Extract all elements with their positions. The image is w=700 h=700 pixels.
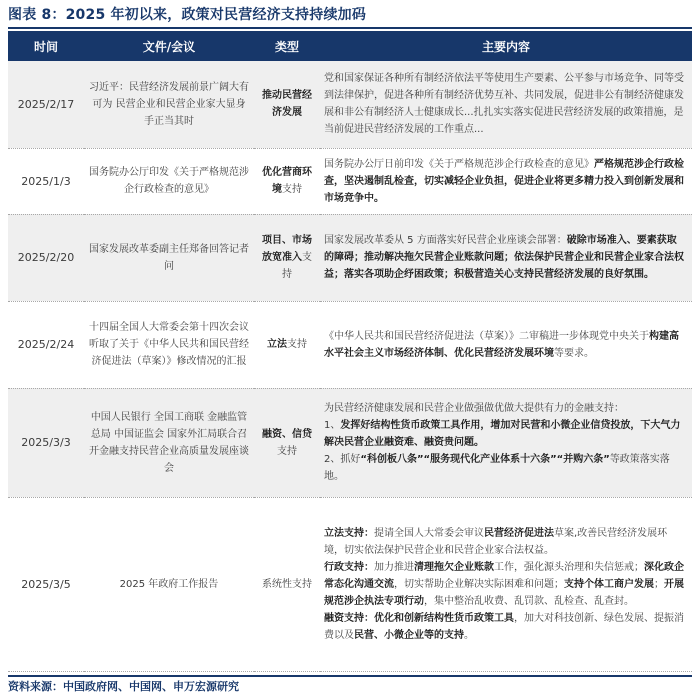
- row-type-bold: 优化营商环境: [262, 167, 312, 195]
- content-emphasis: 清理拖欠企业账款: [414, 561, 494, 573]
- row-type-rest: 系统性支持: [262, 578, 312, 590]
- table-row: [8, 148, 692, 214]
- table-header-row: [8, 31, 692, 61]
- content-paragraph: [324, 610, 686, 644]
- content-emphasis: 民营、小微企业等的支持: [354, 629, 464, 641]
- header-content: 主要内容: [320, 31, 692, 61]
- title-divider: [8, 27, 692, 29]
- header-time: 时间: [8, 31, 84, 61]
- row-content: [320, 148, 692, 214]
- content-emphasis: 发挥好结构性货币政策工具作用，增加对民营和小微企业信贷投放，下大气力解决民营企业融资难、融资贵问题。: [324, 420, 681, 448]
- content-text: 等政策落实落地。: [324, 454, 670, 482]
- row-type: [254, 214, 320, 301]
- content-text: 草案,改善民营经济发展环境，切实依法保护民营企业和民营企业家合法权益。: [324, 527, 668, 556]
- content-paragraph: [324, 525, 686, 559]
- row-time: 2025/2/17: [8, 61, 84, 148]
- content-text: ，集中整治乱收费、乱罚款、乱检查、乱查封。: [424, 595, 634, 607]
- table-row: [8, 301, 692, 388]
- content-text: 等要求。: [554, 347, 594, 359]
- content-emphasis: “科创板八条”“服务现代化产业体系十六条”“并购六条”: [360, 454, 610, 465]
- row-type: [254, 148, 320, 214]
- row-time: 2025/3/5: [8, 497, 84, 671]
- content-text: 党和国家保证各种所有制经济依法平等使用生产要素、公平参与市场竞争、同等受到法律保护，促进各种所有制经济优势互补、共同发展，促进非公有制经济健康发展和非公有制经济人士健康成长...扎扎实实落实促进民营经济发展的政策措施，是当前促进民营经济发展的工作重点...: [324, 73, 684, 136]
- content-text: 。: [464, 629, 474, 641]
- row-content: [320, 214, 692, 301]
- row-time: 2025/1/3: [8, 148, 84, 214]
- content-emphasis: 民营经济促进法: [484, 527, 554, 539]
- table-row: [8, 61, 692, 148]
- content-emphasis: 融资支持：: [324, 612, 374, 624]
- content-text: ，切实帮助企业解决实际困难和问题；: [394, 578, 564, 590]
- row-type-rest: 支持: [282, 184, 302, 195]
- row-type-bold: 推动民营经济发展: [262, 90, 312, 119]
- figure-title: 图表 8：2025 年初以来，政策对民营经济支持持续加码: [8, 7, 367, 23]
- content-emphasis: 深化政企常态化沟通交流: [324, 561, 684, 590]
- row-type-bold: 立法: [267, 339, 287, 350]
- content-emphasis: 构建高水平社会主义市场经济体制、优化民营经济发展环境: [324, 330, 679, 359]
- content-emphasis: 严格规范涉企行政检查，坚决遏制乱检查，切实减轻企业负担，促进企业将更多精力投入到创新发展和市场竞争中。: [324, 158, 684, 204]
- content-text: 加力推进: [374, 561, 414, 573]
- row-type: [254, 497, 320, 671]
- content-text: ，加大对科技创新、绿色发展、提振消费以及: [324, 612, 684, 641]
- row-doc: 十四届全国人大常委会第十四次会议听取了关于《中华人民共和国民营经济促进法（草案）》修改情况的汇报: [84, 301, 254, 388]
- content-emphasis: 行政支持：: [324, 561, 374, 573]
- content-paragraph: [324, 417, 686, 451]
- row-doc: 2025 年政府工作报告: [84, 497, 254, 671]
- row-time: 2025/2/24: [8, 301, 84, 388]
- content-emphasis: 支持个体工商户发展: [564, 578, 654, 590]
- content-text: 1、: [324, 420, 341, 431]
- row-type-bold: 项目、市场放宽准入: [262, 235, 312, 263]
- row-doc: 国家发展改革委副主任郑备回答记者问: [84, 214, 254, 301]
- row-content: [320, 301, 692, 388]
- header-doc: 文件/会议: [84, 31, 254, 61]
- row-content: [320, 61, 692, 148]
- content-text: 国务院办公厅日前印发《关于严格规范涉企行政检查的意见》: [324, 158, 594, 170]
- content-text: 《中华人民共和国民营经济促进法（草案）》二审稿进一步体现党中央关于: [324, 330, 649, 342]
- content-emphasis: 优化和创新结构性货币政策工具: [374, 612, 514, 624]
- header-type: 类型: [254, 31, 320, 61]
- row-type: [254, 388, 320, 497]
- content-paragraph: [324, 559, 686, 610]
- content-emphasis: 破除市场准入、要素获取的障碍；推动解决拖欠民营企业账款问题；依法保护民营企业和民营企业家合法权益；落实各项助企纾困政策；积极营造关心支持民营经济发展的良好氛围。: [324, 235, 684, 280]
- source-note: 资料来源：中国政府网、中国网、申万宏源研究: [8, 675, 692, 699]
- content-text: 工作，强化源头治理和失信惩戒；: [494, 561, 644, 573]
- content-text: 为民营经济健康发展和民营企业做强做优做大提供有力的金融支持：: [324, 403, 624, 414]
- row-doc: 中国人民银行 全国工商联 金融监管总局 中国证监会 国家外汇局联合召开金融支持民营企业高质量发展座谈会: [84, 388, 254, 497]
- table-body: [8, 61, 692, 671]
- content-paragraph: [324, 400, 686, 417]
- content-text: ；: [654, 578, 664, 590]
- row-type-bold: 融资、信贷: [262, 428, 312, 440]
- row-doc: 国务院办公厅印发《关于严格规范涉企行政检查的意见》: [84, 148, 254, 214]
- row-time: 2025/3/3: [8, 388, 84, 497]
- row-time: 2025/2/20: [8, 214, 84, 301]
- table-row: [8, 497, 692, 671]
- row-doc: 习近平：民营经济发展前景广阔大有可为 民营企业和民营企业家大显身手正当其时: [84, 61, 254, 148]
- content-emphasis: 开展规范涉企执法专项行动: [324, 578, 684, 607]
- row-type: [254, 61, 320, 148]
- content-text: 提请全国人大常委会审议: [374, 527, 484, 539]
- table-row: [8, 388, 692, 497]
- content-text: 国家发展改革委从 5 方面落实好民营企业座谈会部署：: [324, 235, 567, 246]
- row-type-rest: 支持: [287, 339, 307, 350]
- content-emphasis: 立法支持：: [324, 527, 374, 539]
- row-content: [320, 497, 692, 671]
- row-type-rest: 支持: [277, 445, 297, 457]
- content-text: 2、抓好: [324, 454, 361, 465]
- policy-table: [8, 31, 692, 672]
- row-type-rest: 支持: [282, 252, 312, 280]
- table-row: [8, 214, 692, 301]
- content-paragraph: [324, 451, 686, 485]
- row-type: [254, 301, 320, 388]
- row-content: [320, 388, 692, 497]
